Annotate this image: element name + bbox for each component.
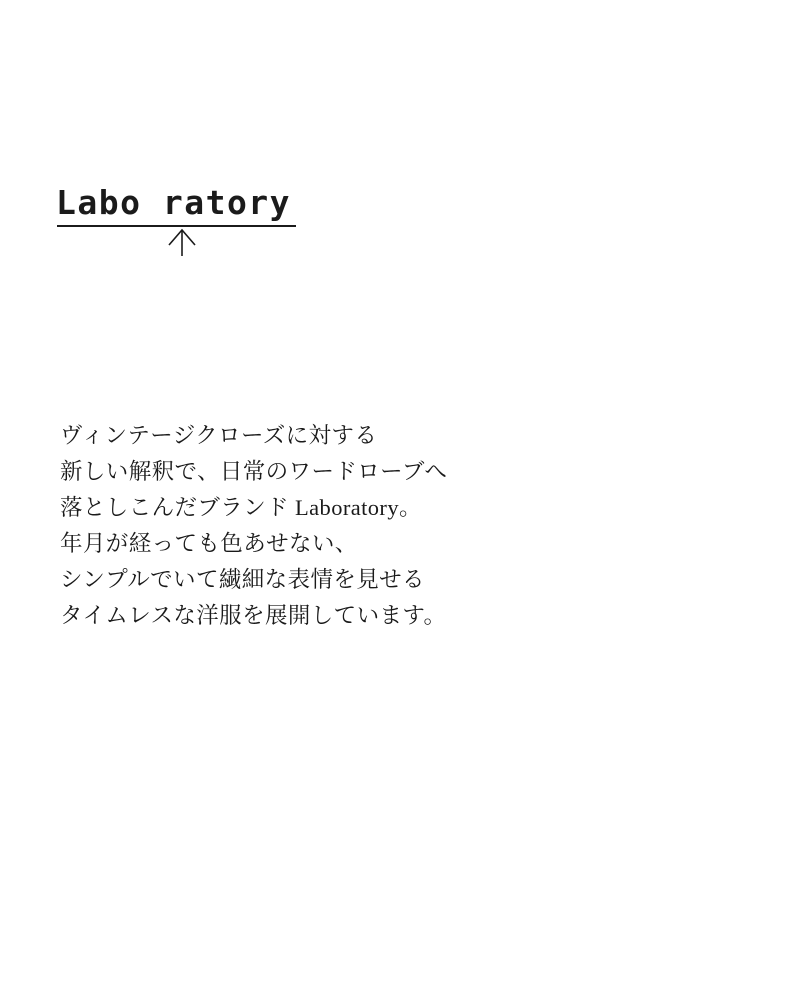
description-line: 落としこんだブランド Laboratory。	[60, 495, 422, 520]
brand-logo	[56, 183, 476, 222]
description-line: 新しい解釈で、日常のワードローブへ	[60, 459, 448, 484]
brand-underline	[57, 225, 296, 227]
description-line: タイムレスな洋服を展開しています。	[60, 603, 447, 628]
description-line: ヴィンテージクローズに対する	[60, 423, 378, 448]
description-line: 年月が経っても色あせない、	[60, 531, 358, 556]
up-arrow-icon	[161, 228, 203, 258]
brand-description	[60, 418, 680, 634]
description-line: シンプルでいて繊細な表情を見せる	[60, 567, 425, 592]
brand-wordmark: Labo ratory	[56, 183, 292, 222]
